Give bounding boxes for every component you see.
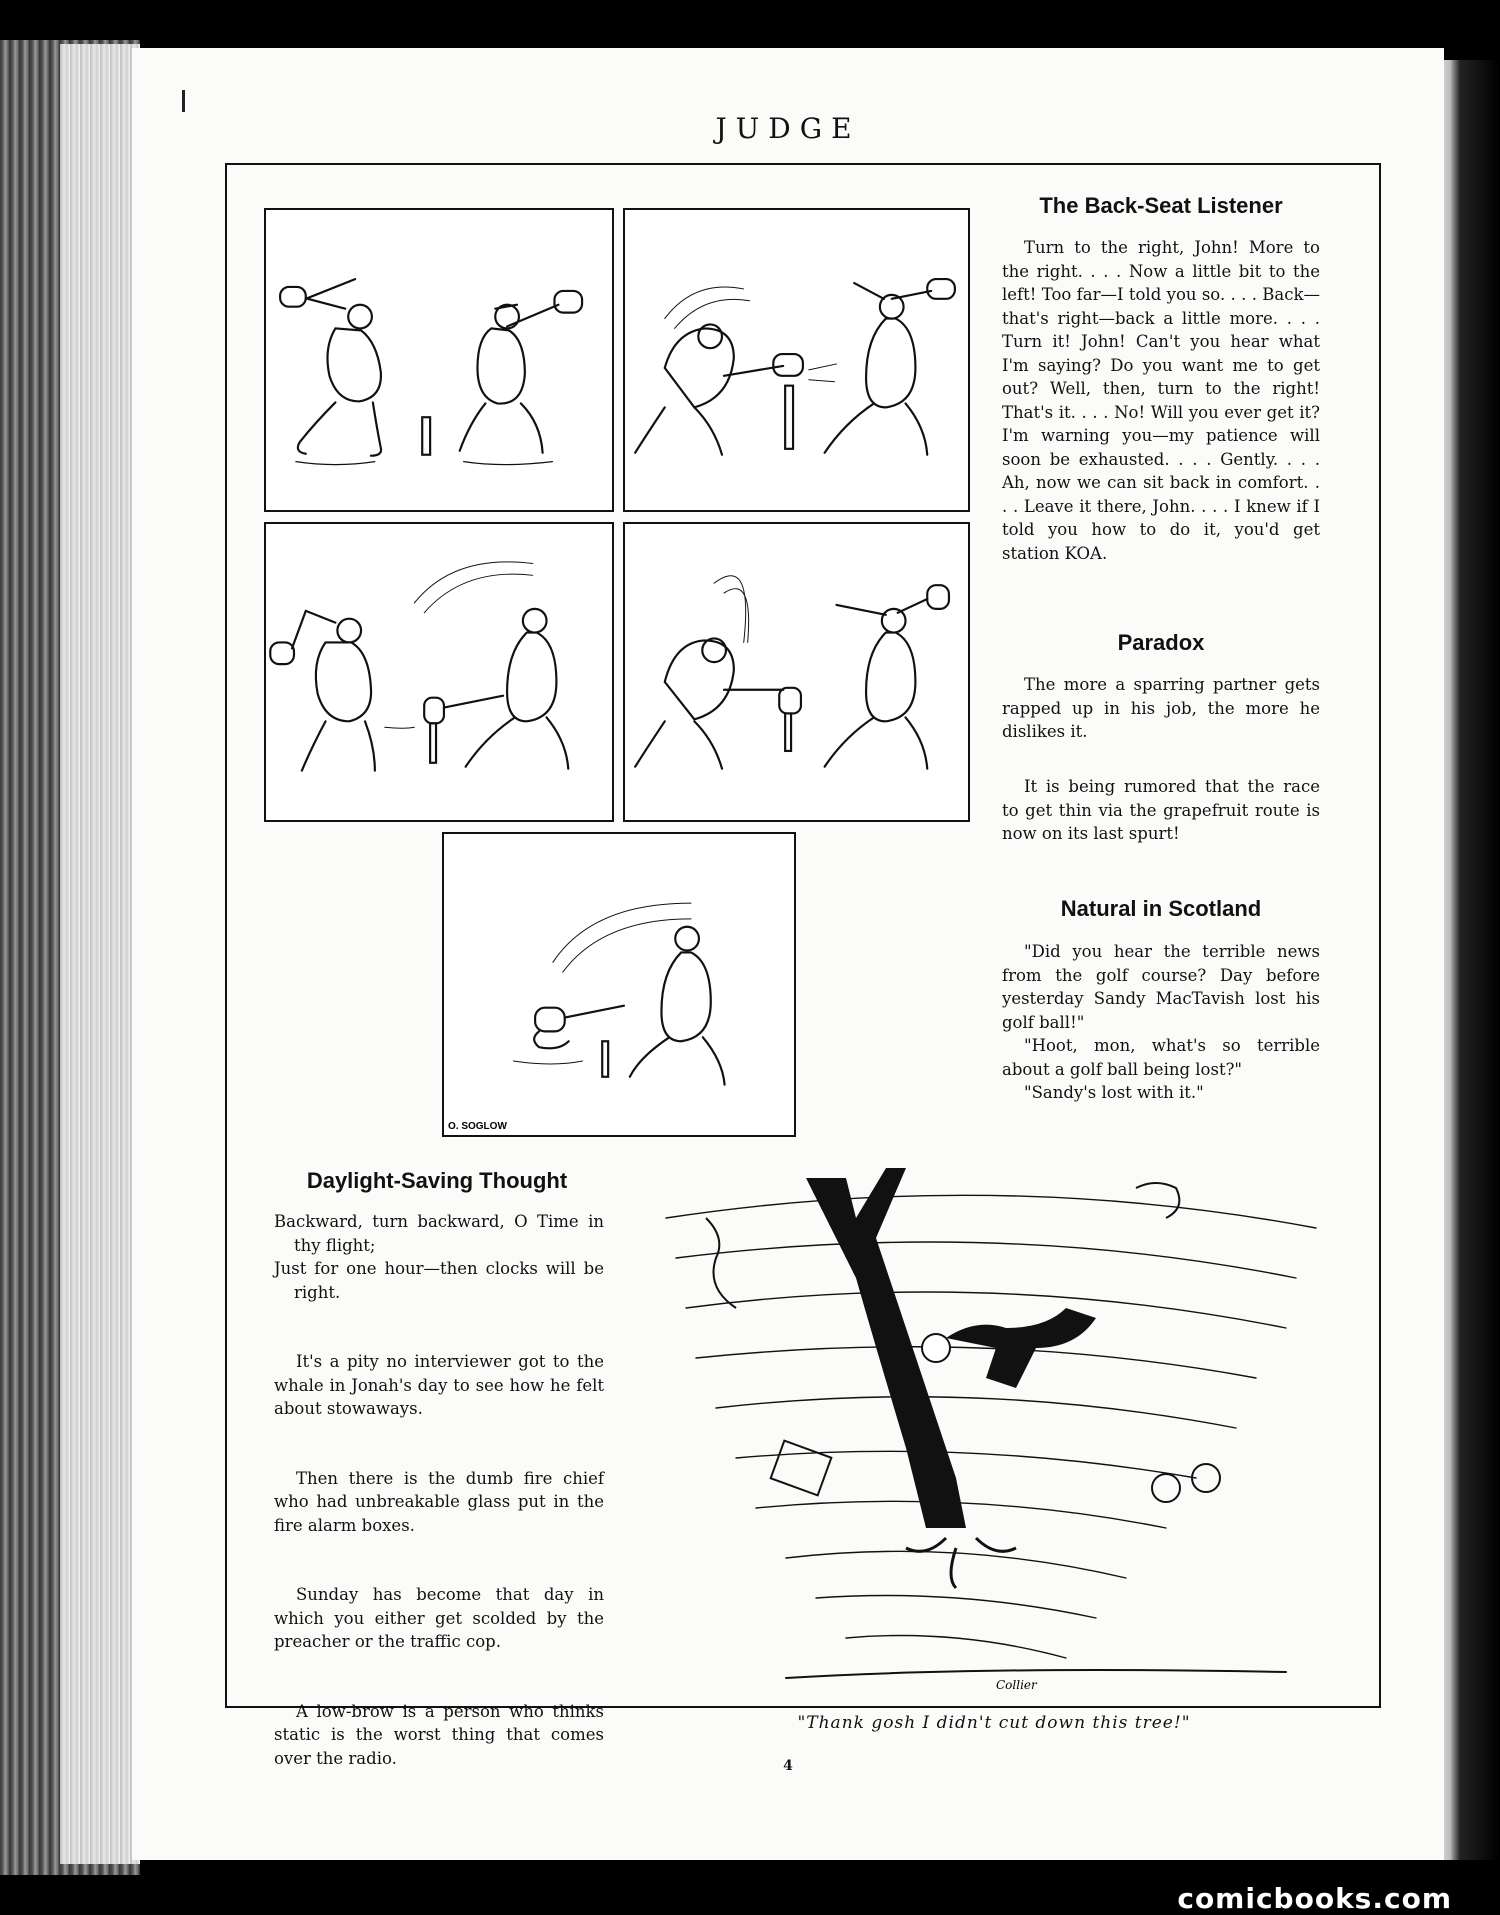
heading-back-seat-listener: The Back-Seat Listener (1039, 193, 1283, 218)
sledgehammer-drawing-1 (266, 210, 612, 510)
fire-chief-text: Then there is the dumb fire chief who had unbreakable glass put in the fire alarm boxes. (274, 1468, 604, 1535)
jonah-text: It's a pity no interviewer got to the whale in Jonah's day to see how he felt about stowaways. (274, 1352, 604, 1418)
verse-line-2: Just for one hour—then clocks will be right. (274, 1259, 604, 1302)
heading-daylight-saving-thought: Daylight-Saving Thought (306, 1168, 568, 1193)
scotland-line-2: "Hoot, mon, what's so terrible about a golf ball being lost?" (1002, 1036, 1320, 1079)
scotland-line-1: "Did you hear the terrible news from the golf course? Day before yesterday Sandy MacTavish lost his golf ball!" (1002, 942, 1320, 1032)
sledgehammer-drawing-3 (266, 524, 612, 820)
back-seat-listener-text: Turn to the right, John! More to the right. . . . Now a little bit to the left! Too far—I told you so. . . . Back—that's right—back a little more. . . . Turn it! John! Can't you hear what I'm saying? Do you want me to get out? Well, then, turn to the right! That's it. . . . No! Will you ever get it? I'm warning you—my patience will soon be exhausted. . . . Gently. . . . Ah, now we can sit back in comfort. . . . Leave it there, John. . . . I knew if I told you how to do it, you'd get station KOA. (1002, 238, 1320, 563)
scotland-text (1002, 940, 1320, 1105)
comic-panel-2 (623, 208, 970, 512)
comic-panel-5 (442, 832, 796, 1137)
sunday-text: Sunday has become that day in which you either get scolded by the preacher or the traffic cop. (274, 1585, 604, 1651)
tornado-cartoon (646, 1158, 1344, 1708)
sledgehammer-drawing-4 (625, 524, 968, 820)
comic-panel-4 (623, 522, 970, 822)
lowbrow-text: A low-brow is a person who thinks static is the worst thing that comes over the radio. (274, 1701, 604, 1768)
scan-mark (182, 90, 185, 112)
page-number: 4 (783, 1758, 793, 1774)
artist-signature-soglow: O. SOGLOW (448, 1121, 507, 1132)
book-spine-edge (1440, 60, 1500, 1860)
tornado-drawing (646, 1158, 1344, 1708)
watermark: comicbooks.com (1177, 1882, 1452, 1915)
comic-panel-3 (264, 522, 614, 822)
paradox-text: The more a sparring partner gets rapped up in his job, the more he dislikes it. (1002, 675, 1320, 741)
sledgehammer-drawing-2 (625, 210, 968, 510)
heading-paradox: Paradox (1117, 630, 1205, 655)
daylight-column (274, 1210, 604, 1770)
tornado-caption: "Thank gosh I didn't cut down this tree!" (797, 1713, 1191, 1733)
heading-natural-in-scotland: Natural in Scotland (1060, 896, 1262, 921)
masthead: JUDGE (715, 112, 861, 145)
book-page-stack (60, 44, 140, 1864)
scotland-line-3: "Sandy's lost with it." (1024, 1083, 1204, 1102)
artist-signature-collier: Collier (996, 1678, 1037, 1692)
comic-panel-1 (264, 208, 614, 512)
magazine-page (132, 48, 1444, 1860)
verse-line-1: Backward, turn backward, O Time in thy flight; (274, 1212, 604, 1255)
grapefruit-text: It is being rumored that the race to get thin via the grapefruit route is now on its last spurt! (1002, 777, 1320, 843)
sledgehammer-drawing-5 (444, 834, 794, 1135)
